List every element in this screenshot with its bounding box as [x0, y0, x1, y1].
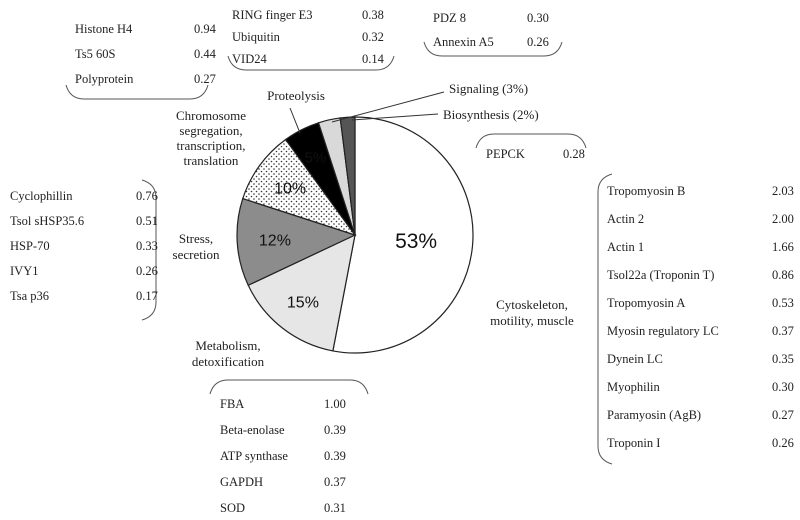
protein-name: Actin 1: [607, 240, 645, 254]
protein-value: 0.94: [194, 22, 216, 36]
protein-name: Cyclophillin: [10, 189, 73, 203]
slice-percent-label: 53%: [395, 230, 438, 254]
protein-name: PDZ 8: [433, 11, 466, 25]
protein-value: 1.66: [772, 240, 794, 254]
protein-value: 0.39: [324, 449, 346, 463]
protein-value: 0.26: [136, 264, 158, 278]
protein-name: Troponin I: [607, 436, 661, 450]
protein-name: HSP-70: [10, 239, 50, 253]
protein-value: 0.32: [362, 30, 384, 44]
protein-value: 0.37: [772, 324, 794, 338]
protein-name: GAPDH: [220, 475, 264, 489]
bracket-biosynthesis: [476, 134, 586, 148]
protein-value: 0.39: [324, 423, 346, 437]
protein-name: Ubiquitin: [232, 30, 280, 44]
leader-proteolysis: [290, 108, 300, 133]
protein-name: Myosin regulatory LC: [607, 324, 719, 338]
protein-name: PEPCK: [486, 147, 525, 161]
category-label-biosynthesis: Biosynthesis (2%): [443, 107, 539, 122]
category-label-chromosome: translation: [183, 153, 239, 168]
protein-value: 0.31: [324, 501, 346, 515]
category-label-stress: secretion: [172, 247, 220, 262]
category-label-cytoskeleton: Cytoskeleton,: [496, 297, 568, 312]
protein-value: 0.37: [324, 475, 346, 489]
protein-name: Actin 2: [607, 212, 645, 226]
protein-value: 0.27: [772, 408, 794, 422]
protein-value: 0.30: [527, 11, 549, 25]
protein-name: Tropomyosin B: [607, 184, 686, 198]
slice-percent-label: 15%: [286, 294, 319, 312]
protein-value: 0.28: [563, 147, 585, 161]
protein-value: 0.44: [194, 47, 216, 61]
protein-name: Paramyosin (AgB): [607, 408, 702, 422]
protein-value: 0.17: [136, 289, 158, 303]
protein-name: SOD: [220, 501, 246, 515]
protein-name: FBA: [220, 397, 245, 411]
protein-name: Myophilin: [607, 380, 660, 394]
protein-name: Polyprotein: [75, 72, 134, 86]
protein-name: Dynein LC: [607, 352, 663, 366]
protein-name: IVY1: [10, 264, 39, 278]
protein-value: 0.86: [772, 268, 794, 282]
protein-name: Tsol22a (Troponin T): [607, 268, 715, 282]
protein-name: VID24: [232, 52, 267, 66]
category-label-metabolism: detoxification: [191, 354, 265, 369]
category-label-chromosome: transcription,: [176, 138, 246, 153]
protein-name: Ts5 60S: [75, 47, 116, 61]
protein-value: 0.38: [362, 8, 384, 22]
protein-value: 0.27: [194, 72, 216, 86]
protein-value: 2.03: [772, 184, 794, 198]
protein-value: 1.00: [324, 397, 346, 411]
category-label-chromosome: segregation,: [179, 123, 243, 138]
protein-value: 0.14: [362, 52, 384, 66]
protein-value: 2.00: [772, 212, 794, 226]
protein-name: Histone H4: [75, 22, 133, 36]
category-label-stress: Stress,: [178, 231, 214, 246]
category-label-metabolism: Metabolism,: [195, 338, 261, 353]
category-label-signaling: Signaling (3%): [449, 81, 529, 96]
protein-name: Beta-enolase: [220, 423, 285, 437]
category-label-cytoskeleton: motility, muscle: [490, 313, 574, 328]
category-label-proteolysis: Proteolysis: [267, 88, 325, 103]
protein-value: 0.35: [772, 352, 794, 366]
slice-percent-label: 12%: [258, 232, 291, 250]
protein-value: 0.76: [136, 189, 158, 203]
slice-percent-label: 10%: [274, 180, 307, 198]
category-label-chromosome: Chromosome: [175, 108, 247, 123]
slice-percent-label: 5%: [304, 149, 327, 167]
protein-name: Tsa p36: [10, 289, 50, 303]
protein-value: 0.33: [136, 239, 158, 253]
protein-value: 0.26: [772, 436, 794, 450]
bracket-metabolism: [210, 380, 368, 394]
protein-value: 0.51: [136, 214, 158, 228]
protein-name: Tsol sHSP35.6: [10, 214, 85, 228]
protein-name: RING finger E3: [232, 8, 313, 22]
protein-name: Tropomyosin A: [607, 296, 686, 310]
protein-name: ATP synthase: [220, 449, 288, 463]
protein-name: Annexin A5: [433, 35, 494, 49]
bracket-chromosome: [66, 85, 208, 99]
protein-value: 0.26: [527, 35, 549, 49]
protein-value: 0.30: [772, 380, 794, 394]
protein-value: 0.53: [772, 296, 794, 310]
